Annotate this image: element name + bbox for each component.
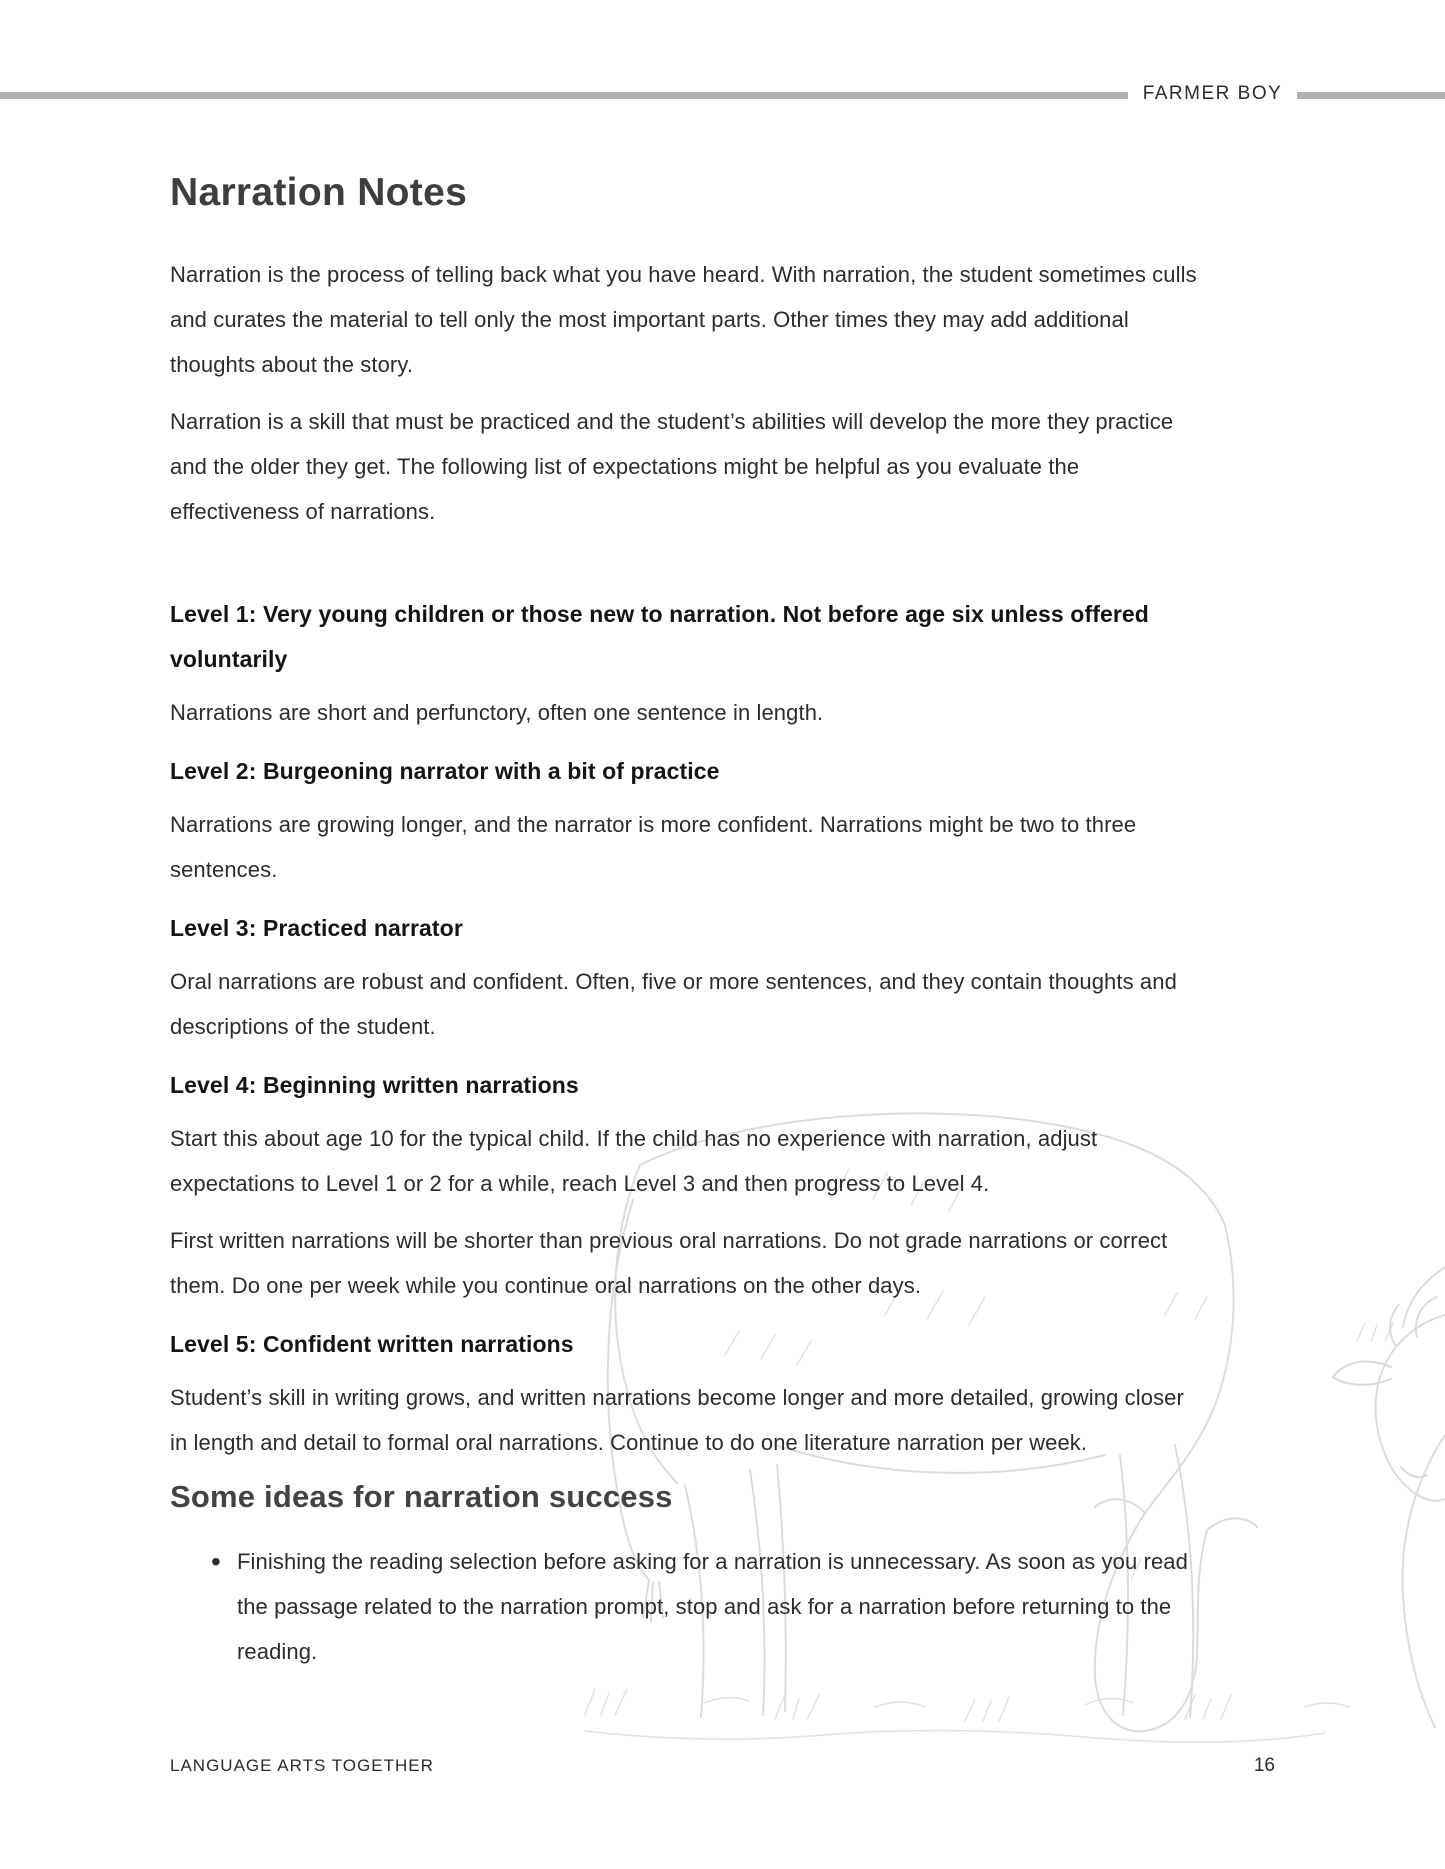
footer-page-number: 16 [1253,1755,1275,1776]
bullet-item: • Finishing the reading selection before asking for a narration is unnecessary. As soon as you read the passage related to the narration prompt, stop and ask for a narration before returning to the reading. [211,1539,1200,1674]
level-4-heading: Level 4: Beginning written narrations [170,1072,579,1098]
page-content [170,170,1200,1674]
level-5-heading: Level 5: Confident written narrations [170,1331,574,1357]
level-4-paragraph-2: First written narrations will be shorter than previous oral narrations. Do not grade narrations or correct them. Do one per week while you continue oral narrations on the other days. [170,1228,1168,1298]
header-rule-right [1297,92,1445,99]
level-3-paragraph: Oral narrations are robust and confident. Often, five or more sentences, and they contain thoughts and descriptions of the student. [170,969,1177,1039]
idea-list [170,1539,1200,1674]
level-3-heading: Level 3: Practiced narrator [170,915,463,941]
level-1-paragraph: Narrations are short and perfunctory, often one sentence in length. [170,700,824,725]
running-head-book-title: FARMER BOY [1142,83,1283,104]
intro-paragraph-1: Narration is the process of telling back what you have heard. With narration, the student sometimes culls and curates the material to tell only the most important parts. Other times they may add additional thoughts about the story. [170,262,1197,377]
level-4-paragraph-1: Start this about age 10 for the typical child. If the child has no experience with narration, adjust expectations to Level 1 or 2 for a while, reach Level 3 and then progress to Level 4. [170,1126,1098,1196]
level-2-paragraph: Narrations are growing longer, and the narrator is more confident. Narrations might be two to three sentences. [170,812,1137,882]
level-1-heading: Level 1: Very young children or those new to narration. Not before age six unless offered voluntarily [170,601,1149,672]
level-2-heading: Level 2: Burgeoning narrator with a bit of practice [170,758,720,784]
level-5-paragraph: Student’s skill in writing grows, and written narrations become longer and more detailed, growing closer in length and detail to formal oral narrations. Continue to do one literature narration per week. [170,1385,1184,1455]
section-heading-narration-success: Some ideas for narration success [170,1479,673,1514]
header-rule-left [0,92,1128,99]
page-footer [170,1755,1275,1777]
footer-imprint: LANGUAGE ARTS TOGETHER [170,1756,434,1775]
page-title: Narration Notes [170,171,468,214]
intro-paragraph-2: Narration is a skill that must be practiced and the student’s abilities will develop the more they practice and the older they get. The following list of expectations might be helpful as you evaluate the effectiveness of narrations. [170,409,1174,524]
